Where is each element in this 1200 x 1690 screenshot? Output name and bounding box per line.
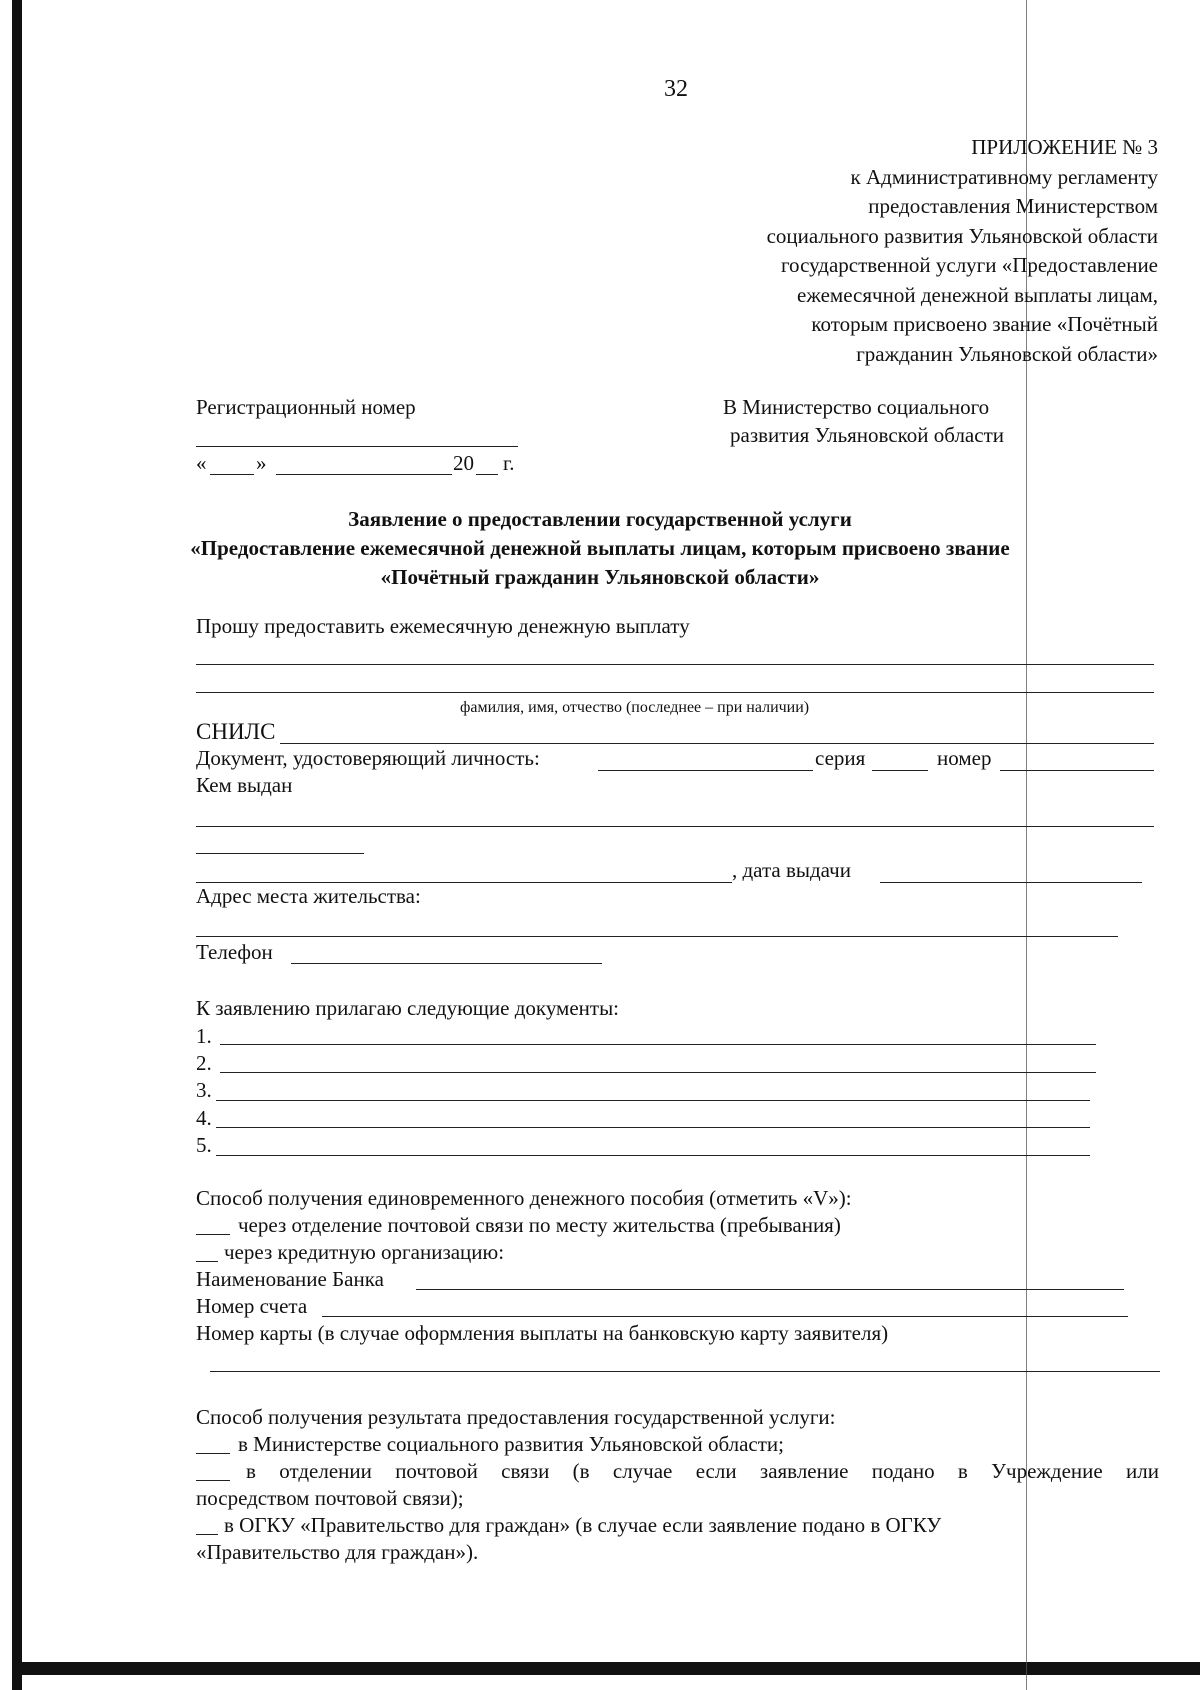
id-document-label: Документ, удостоверяющий личность: xyxy=(196,746,540,770)
page-number: 32 xyxy=(664,76,688,102)
account-label: Номер счета xyxy=(196,1294,308,1318)
date-close-quote: » xyxy=(256,451,267,475)
title-line-1: Заявление о предоставлении государственной услуги xyxy=(348,507,852,531)
annex-line: социального развития Ульяновской области xyxy=(766,223,1158,248)
year-suffix: г. xyxy=(503,451,515,475)
series-field[interactable] xyxy=(872,770,928,771)
year-prefix: 20 xyxy=(453,451,474,475)
snils-label: СНИЛС xyxy=(196,719,276,744)
date-year-field[interactable] xyxy=(476,474,498,475)
card-label: Номер карты (в случае оформления выплаты на банковскую карту заявителя) xyxy=(196,1321,889,1345)
issued-by-field-1[interactable] xyxy=(196,826,1154,827)
series-label: серия xyxy=(815,746,866,770)
card-field[interactable] xyxy=(210,1371,1160,1372)
request-text: Прошу предоставить ежемесячную денежную выплату xyxy=(196,614,690,638)
address-label: Адрес места жительства: xyxy=(196,884,421,908)
result-post-checkbox[interactable] xyxy=(196,1480,230,1481)
attachment-number: 5. xyxy=(196,1133,212,1157)
account-field[interactable] xyxy=(322,1316,1128,1317)
registration-label: Регистрационный номер xyxy=(196,395,416,419)
attachment-field-3[interactable] xyxy=(216,1100,1090,1101)
attachment-field-1[interactable] xyxy=(220,1044,1096,1045)
result-ministry-option: в Министерстве социального развития Ульяновской области; xyxy=(238,1432,784,1456)
date-open-quote: « xyxy=(196,451,207,475)
attachment-number: 3. xyxy=(196,1078,212,1102)
payment-credit-checkbox[interactable] xyxy=(196,1261,218,1262)
attachment-number: 4. xyxy=(196,1106,212,1130)
annex-line: гражданин Ульяновской области» xyxy=(856,341,1158,366)
date-month-field[interactable] xyxy=(276,474,452,475)
result-ogku-option-cont: «Правительство для граждан»). xyxy=(196,1540,479,1564)
attachment-number: 1. xyxy=(196,1024,212,1048)
result-ministry-checkbox[interactable] xyxy=(196,1453,230,1454)
annex-heading: ПРИЛОЖЕНИЕ № 3 xyxy=(971,135,1158,159)
result-post-option-cont: посредством почтовой связи); xyxy=(196,1486,464,1510)
issued-by-label: Кем выдан xyxy=(196,773,293,797)
number-field[interactable] xyxy=(1000,770,1154,771)
attachment-field-5[interactable] xyxy=(216,1155,1090,1156)
addressee-line-1: В Министерство социального xyxy=(723,395,990,419)
bank-name-label: Наименование Банка xyxy=(196,1267,384,1291)
phone-label: Телефон xyxy=(196,940,273,964)
annex-line: ежемесячной денежной выплаты лицам, xyxy=(797,282,1158,307)
scan-border-bottom xyxy=(22,1662,1200,1675)
result-post-option: в отделении почтовой связи (в случае если заявление подано в Учреждение или xyxy=(246,1459,1159,1483)
document-title xyxy=(0,505,1200,592)
attachments-heading: К заявлению прилагаю следующие документы: xyxy=(196,996,620,1020)
number-label: номер xyxy=(937,746,992,770)
bank-name-field[interactable] xyxy=(416,1289,1124,1290)
result-heading: Способ получения результата предоставления государственной услуги: xyxy=(196,1405,836,1429)
snils-field[interactable] xyxy=(280,743,1154,744)
fio-field-line-1[interactable] xyxy=(196,664,1154,665)
annex-line: к Административному регламенту xyxy=(850,164,1158,189)
issued-by-field-2[interactable] xyxy=(196,853,364,854)
attachment-number: 2. xyxy=(196,1051,212,1075)
title-line-3: «Почётный гражданин Ульяновской области» xyxy=(380,565,820,589)
annex-line: предоставления Министерством xyxy=(868,194,1158,218)
id-document-field[interactable] xyxy=(598,770,813,771)
result-ogku-checkbox[interactable] xyxy=(196,1534,218,1535)
fio-hint: фамилия, имя, отчество (последнее – при наличии) xyxy=(460,699,810,716)
attachment-field-4[interactable] xyxy=(216,1127,1090,1128)
payment-post-checkbox[interactable] xyxy=(196,1234,230,1235)
annex-line: которым присвоено звание «Почётный xyxy=(811,312,1158,336)
annex-block xyxy=(598,133,1158,369)
result-ogku-option: в ОГКУ «Правительство для граждан» (в случае если заявление подано в ОГКУ xyxy=(224,1513,942,1537)
payment-post-option: через отделение почтовой связи по месту жительства (пребывания) xyxy=(238,1213,841,1237)
payment-credit-option: через кредитную организацию: xyxy=(224,1240,505,1264)
annex-line: государственной услуги «Предоставление xyxy=(780,253,1158,277)
date-day-field[interactable] xyxy=(210,474,254,475)
phone-field[interactable] xyxy=(291,963,602,964)
addressee-line-2: развития Ульяновской области xyxy=(730,423,1004,447)
issue-date-field[interactable] xyxy=(880,882,1142,883)
scan-border-left xyxy=(12,0,22,1690)
payment-heading: Способ получения единовременного денежного пособия (отметить «V»): xyxy=(196,1186,852,1210)
issued-by-field-3[interactable] xyxy=(196,882,732,883)
fio-field-line-2[interactable] xyxy=(196,692,1154,693)
attachment-field-2[interactable] xyxy=(220,1072,1096,1073)
address-field[interactable] xyxy=(196,936,1118,937)
title-line-2: «Предоставление ежемесячной денежной выплаты лицам, которым присвоено звание xyxy=(190,536,1010,560)
issue-date-label: , дата выдачи xyxy=(732,858,851,882)
registration-number-field[interactable] xyxy=(196,446,518,447)
